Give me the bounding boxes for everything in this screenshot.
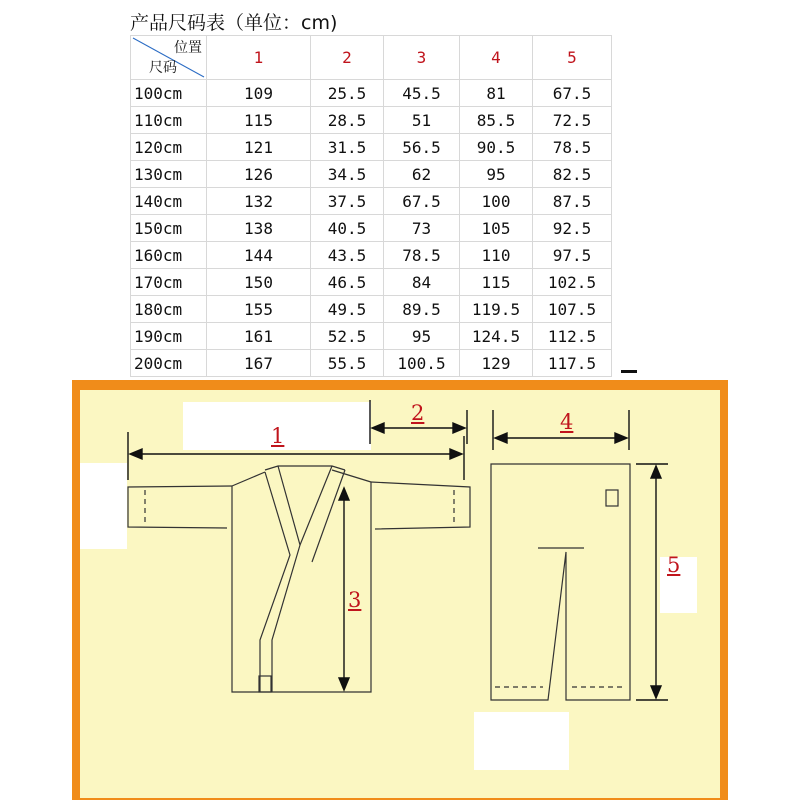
- measurement-cell: 107.5: [533, 296, 612, 323]
- measurement-cell: 31.5: [311, 134, 384, 161]
- measurement-cell: 95: [384, 323, 460, 350]
- measurement-cell: 144: [207, 242, 311, 269]
- jacket-outline: [128, 466, 470, 692]
- measurement-cell: 73: [384, 215, 460, 242]
- measurement-cell: 115: [207, 107, 311, 134]
- measurement-cell: 40.5: [311, 215, 384, 242]
- measurement-cell: 92.5: [533, 215, 612, 242]
- measurement-cell: 85.5: [460, 107, 533, 134]
- measurement-cell: 55.5: [311, 350, 384, 377]
- column-header-2: 2: [311, 36, 384, 80]
- measurement-cell: 46.5: [311, 269, 384, 296]
- measurement-cell: 89.5: [384, 296, 460, 323]
- size-cell: 100cm: [131, 80, 207, 107]
- measurement-cell: 67.5: [533, 80, 612, 107]
- measurement-cell: 109: [207, 80, 311, 107]
- column-header-5: 5: [533, 36, 612, 80]
- measurement-cell: 138: [207, 215, 311, 242]
- measurement-cell: 100.5: [384, 350, 460, 377]
- measurement-cell: 87.5: [533, 188, 612, 215]
- measurement-cell: 119.5: [460, 296, 533, 323]
- size-cell: 140cm: [131, 188, 207, 215]
- measurement-cell: 126: [207, 161, 311, 188]
- measurement-cell: 112.5: [533, 323, 612, 350]
- measurement-cell: 52.5: [311, 323, 384, 350]
- position-label: 位置: [174, 40, 202, 56]
- measure-label-4: 4: [560, 410, 574, 434]
- measurement-cell: 124.5: [460, 323, 533, 350]
- dimension-arrows: [128, 400, 668, 700]
- measurement-cell: 84: [384, 269, 460, 296]
- measurement-cell: 28.5: [311, 107, 384, 134]
- size-cell: 150cm: [131, 215, 207, 242]
- measurement-cell: 78.5: [384, 242, 460, 269]
- measurement-cell: 25.5: [311, 80, 384, 107]
- column-header-4: 4: [460, 36, 533, 80]
- measurement-cell: 78.5: [533, 134, 612, 161]
- measurement-cell: 81: [460, 80, 533, 107]
- measurement-cell: 161: [207, 323, 311, 350]
- measurement-cell: 51: [384, 107, 460, 134]
- size-cell: 130cm: [131, 161, 207, 188]
- size-cell: 190cm: [131, 323, 207, 350]
- measurement-cell: 97.5: [533, 242, 612, 269]
- size-cell: 170cm: [131, 269, 207, 296]
- measurement-cell: 100: [460, 188, 533, 215]
- column-header-3: 3: [384, 36, 460, 80]
- size-cell: 180cm: [131, 296, 207, 323]
- measurement-cell: 110: [460, 242, 533, 269]
- measure-label-2: 2: [411, 401, 425, 425]
- measurement-cell: 167: [207, 350, 311, 377]
- measurement-cell: 155: [207, 296, 311, 323]
- measure-label-1: 1: [271, 424, 285, 448]
- measurement-cell: 34.5: [311, 161, 384, 188]
- size-cell: 200cm: [131, 350, 207, 377]
- measure-label-3: 3: [348, 588, 362, 612]
- size-label: 尺码: [149, 60, 177, 76]
- measurement-cell: 45.5: [384, 80, 460, 107]
- measurement-cell: 67.5: [384, 188, 460, 215]
- size-cell: 120cm: [131, 134, 207, 161]
- measurement-cell: 62: [384, 161, 460, 188]
- measurement-cell: 129: [460, 350, 533, 377]
- measurement-cell: 37.5: [311, 188, 384, 215]
- measurement-cell: 102.5: [533, 269, 612, 296]
- measurement-cell: 117.5: [533, 350, 612, 377]
- size-cell: 110cm: [131, 107, 207, 134]
- measurement-cell: 43.5: [311, 242, 384, 269]
- measurement-cell: 150: [207, 269, 311, 296]
- pants-outline: [491, 464, 630, 700]
- size-cell: 160cm: [131, 242, 207, 269]
- measurement-cell: 115: [460, 269, 533, 296]
- measurement-cell: 90.5: [460, 134, 533, 161]
- measurement-cell: 82.5: [533, 161, 612, 188]
- measurement-cell: 49.5: [311, 296, 384, 323]
- table-title: 产品尺码表（单位：cm): [130, 12, 338, 34]
- column-header-1: 1: [207, 36, 311, 80]
- measurement-cell: 56.5: [384, 134, 460, 161]
- measurement-cell: 72.5: [533, 107, 612, 134]
- measurement-cell: 132: [207, 188, 311, 215]
- measurement-cell: 121: [207, 134, 311, 161]
- measurement-cell: 105: [460, 215, 533, 242]
- measure-label-5: 5: [667, 553, 681, 577]
- measurement-cell: 95: [460, 161, 533, 188]
